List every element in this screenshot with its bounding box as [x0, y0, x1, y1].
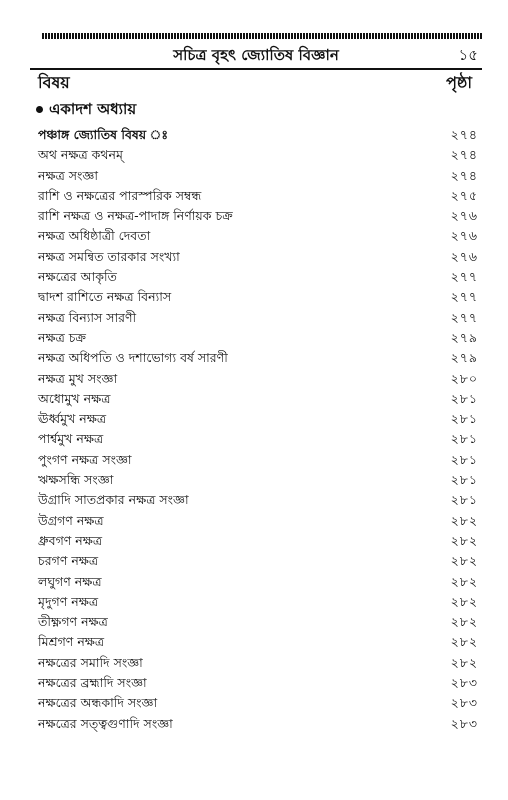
- toc-entry-label: নক্ষত্র চক্র: [38, 329, 86, 345]
- toc-entry: [38, 531, 478, 551]
- toc-entry: [38, 429, 478, 449]
- toc-entry-page: ২৭৬: [450, 228, 478, 244]
- toc-entry: [38, 389, 478, 409]
- toc-entry-page: ২৮৩: [450, 675, 478, 691]
- toc-entry-page: ২৮১: [450, 411, 478, 427]
- toc-entry: [38, 632, 478, 652]
- column-headers: [30, 70, 482, 94]
- toc-entry-label: নক্ষত্রের আকৃতি: [38, 269, 117, 285]
- toc-entry: [38, 612, 478, 632]
- toc-entry-label: নক্ষত্র অধিপতি ও দশাভোগ্য বর্ষ সারণী: [38, 350, 228, 366]
- toc-entry: [38, 714, 478, 734]
- toc-entry: [38, 125, 478, 145]
- subject-column-header: বিষয়: [38, 73, 70, 92]
- toc-entry: [38, 226, 478, 246]
- toc-entry: [38, 308, 478, 328]
- toc-entry-label: মৃদুগণ নক্ষত্র: [38, 593, 99, 609]
- page-number: ১৫: [458, 46, 478, 64]
- toc-entry-label: রাশি ও নক্ষত্রের পারস্পরিক সম্বন্ধ: [38, 187, 202, 203]
- toc-entry-page: ২৮২: [450, 593, 478, 609]
- toc-entry-label: দ্বাদশ রাশিতে নক্ষত্র বিন্যাস: [38, 289, 172, 305]
- toc-entry-label: উগ্রগণ নক্ষত্র: [38, 512, 104, 528]
- toc-entry-page: ২৭৯: [450, 329, 478, 345]
- toc-entry-page: ২৮১: [450, 431, 478, 447]
- toc-entry-page: ২৮২: [450, 654, 478, 670]
- toc-entry-page: ২৭৯: [450, 350, 478, 366]
- toc-entry-page: ২৭৬: [450, 248, 478, 264]
- toc-entry-page: ২৭৭: [450, 289, 478, 305]
- toc-entry: [38, 348, 478, 368]
- toc-entry-label: ধ্রুবগণ নক্ষত্র: [38, 532, 103, 548]
- toc-entry: [38, 450, 478, 470]
- toc-entry: [38, 328, 478, 348]
- toc-entry-page: ২৮২: [450, 573, 478, 589]
- toc-entry-label: ঊর্ধ্বমুখ নক্ষত্র: [38, 411, 107, 427]
- toc-entry: [38, 470, 478, 490]
- toc-entry: [38, 267, 478, 287]
- toc-entry-label: মিশ্রগণ নক্ষত্র: [38, 634, 105, 650]
- toc-entry-label: নক্ষত্রের সমাদি সংজ্ঞা: [38, 654, 143, 670]
- toc-entry-label: নক্ষত্র অধিষ্ঠাত্রী দেবতা: [38, 228, 151, 244]
- toc-entry-label: পঞ্চাঙ্গ জ্যোতিষ বিষয় ঃ: [38, 127, 168, 142]
- book-title: সচিত্র বৃহৎ জ্যোতিষ বিজ্ঞান: [173, 46, 339, 64]
- toc-entry-page: ২৮১: [450, 472, 478, 488]
- toc-entry-label: নক্ষত্রের সত্ত্বগুণাদি সংজ্ঞা: [38, 715, 173, 731]
- toc-entry-label: উগ্রাদি সাতপ্রকার নক্ষত্র সংজ্ঞা: [38, 492, 189, 508]
- toc-entry-page: ২৮৩: [450, 695, 478, 711]
- toc-entry-label: তীক্ষ্ণগণ নক্ষত্র: [38, 614, 108, 630]
- toc-entry: [38, 592, 478, 612]
- toc-entry-page: ২৮১: [450, 451, 478, 467]
- toc-entry-label: নক্ষত্র সমন্বিত তারকার সংখ্যা: [38, 248, 180, 264]
- chapter-heading: [36, 98, 136, 123]
- toc-entry-label: নক্ষত্রের অন্ধকাদি সংজ্ঞা: [38, 695, 158, 711]
- toc-entry: [38, 490, 478, 510]
- toc-entry: [38, 287, 478, 307]
- toc-entry-label: নক্ষত্র বিন্যাস সারণী: [38, 309, 137, 325]
- toc-entry-page: ২৭৭: [450, 309, 478, 325]
- toc-entry: [38, 369, 478, 389]
- toc-entry-page: ২৭৭: [450, 269, 478, 285]
- bullet-icon: [36, 106, 43, 113]
- toc-entry-page: ২৮৩: [450, 715, 478, 731]
- toc-entry-page: ২৮২: [450, 553, 478, 569]
- running-header: [30, 40, 482, 70]
- toc-entry: [38, 206, 478, 226]
- toc-entry-page: ২৮১: [450, 390, 478, 406]
- toc-entry-page: ২৮২: [450, 614, 478, 630]
- toc-entry: [38, 511, 478, 531]
- toc-entry-label: পার্শ্বমুখ নক্ষত্র: [38, 431, 104, 447]
- toc-entry-label: লঘুগণ নক্ষত্র: [38, 573, 102, 589]
- toc-entry: [38, 247, 478, 267]
- toc-entry-page: ২৭৪: [450, 147, 478, 163]
- toc-entry-page: ২৮২: [450, 532, 478, 548]
- toc-list: [38, 125, 478, 734]
- toc-entry: [38, 166, 478, 186]
- toc-entry-label: পুংগণ নক্ষত্র সংজ্ঞা: [38, 451, 132, 467]
- toc-entry: [38, 551, 478, 571]
- top-decorative-rule: [42, 33, 482, 39]
- toc-entry-page: ২৮২: [450, 634, 478, 650]
- toc-entry: [38, 673, 478, 693]
- toc-entry-page: ২৮১: [450, 492, 478, 508]
- toc-entry: [38, 186, 478, 206]
- page-column-header: পৃষ্ঠা: [446, 73, 472, 92]
- toc-entry-label: নক্ষত্র সংজ্ঞা: [38, 167, 98, 183]
- toc-entry-label: নক্ষত্র মুখ সংজ্ঞা: [38, 370, 118, 386]
- toc-entry-label: নক্ষত্রের ব্রহ্মাদি সংজ্ঞা: [38, 675, 147, 691]
- chapter-title: একাদশ অধ্যায়: [49, 100, 137, 118]
- toc-entry-page: ২৭৪: [450, 167, 478, 183]
- toc-entry: [38, 653, 478, 673]
- toc-entry-page: ২৭৫: [450, 187, 478, 203]
- toc-entry-label: চরগণ নক্ষত্র: [38, 553, 99, 569]
- toc-entry-page: ২৮২: [450, 512, 478, 528]
- toc-entry-label: অধোমুখ নক্ষত্র: [38, 390, 111, 406]
- toc-entry: [38, 145, 478, 165]
- toc-entry-page: ২৭৬: [450, 208, 478, 224]
- toc-entry-label: ঋক্ষসন্ধি সংজ্ঞা: [38, 472, 114, 488]
- toc-entry: [38, 693, 478, 713]
- toc-entry: [38, 409, 478, 429]
- toc-entry-page: ২৭৪: [450, 127, 478, 142]
- toc-entry: [38, 572, 478, 592]
- toc-entry-label: অথ নক্ষত্র কথনম্: [38, 147, 123, 163]
- toc-entry-page: ২৮০: [450, 370, 478, 386]
- toc-entry-label: রাশি নক্ষত্র ও নক্ষত্র-পাদাঙ্গ নির্ণায়ক চক্র: [38, 208, 233, 224]
